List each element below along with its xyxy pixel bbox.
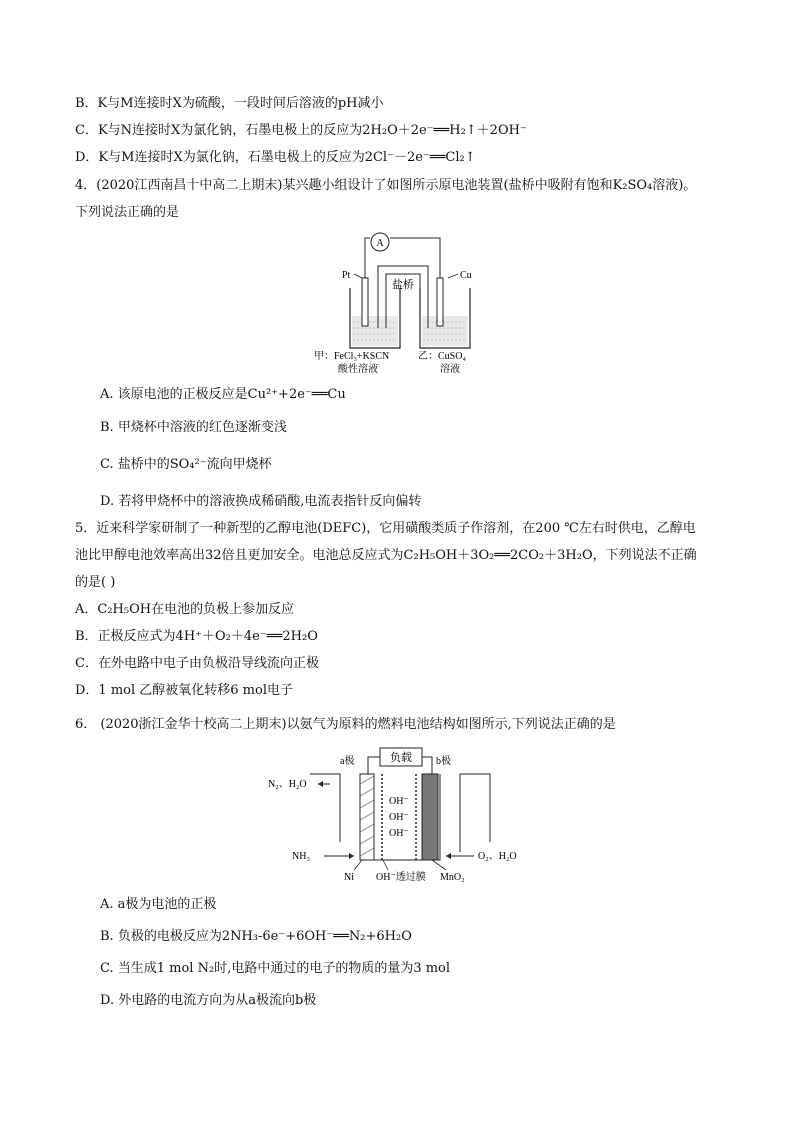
salt-bridge-label: 盐桥 <box>392 279 414 291</box>
solution-jia-label: 甲：FeCl₃+KSCN <box>314 351 390 362</box>
q3-option-b: B．K与M连接时X为硫酸，一段时间后溶液的pH减小 <box>75 96 384 111</box>
oh-ion-label-2: OH⁻ <box>389 812 409 823</box>
nh3-label: NH₃ <box>292 851 310 862</box>
q3-option-d: D．K与M连接时X为氯化钠，石墨电极上的反应为2Cl⁻－2e⁻══Cl₂↑ <box>75 150 476 165</box>
pt-label: Pt <box>342 270 351 281</box>
mno2-label: MnO₂ <box>440 872 465 883</box>
outlet-gas-label: N₂、H₂O <box>268 779 307 790</box>
q4-stem-line1: 4．(2020江西南昌十中高二上期末)某兴趣小组设计了如图所示原电池装置(盐桥中吸附有饱和K₂SO₄溶液)。 <box>75 178 697 193</box>
oh-ion-label-3: OH⁻ <box>389 828 409 839</box>
q3-option-c: C．K与N连接时X为氯化钠，石墨电极上的反应为2H₂O＋2e⁻══H₂↑＋2OH⁻ <box>75 123 527 138</box>
q4-option-c: C. 盐桥中的SO₄²⁻流向甲烧杯 <box>100 457 272 472</box>
q5-option-c: C．在外电路中电子由负极沿导线流向正极 <box>75 656 319 671</box>
q6-stem: 6． (2020浙江金华十校高二上期末)以氨气为原料的燃料电池结构如图所示,下列说法正确的是 <box>75 717 616 732</box>
q4-option-a: A. 该原电池的正极反应是Cu²⁺+2e⁻══Cu <box>100 387 346 402</box>
ammonia-fuel-cell-figure <box>250 742 540 887</box>
membrane-label: OH⁻透过膜 <box>376 872 426 883</box>
o2-h2o-label: O₂、H₂O <box>478 851 517 862</box>
solution-jia-label-2: 酸性溶液 <box>338 364 378 375</box>
galvanic-cell-figure <box>300 228 500 378</box>
a-pole-label: a极 <box>340 756 355 767</box>
q6-option-b: B. 负极的电极反应为2NH₃-6e⁻+6OH⁻══N₂+6H₂O <box>100 929 412 944</box>
cu-label: Cu <box>460 270 472 281</box>
q5-option-b: B．正极反应式为4H⁺＋O₂＋4e⁻══2H₂O <box>75 629 318 644</box>
q5-stem-line1: 5．近来科学家研制了一种新型的乙醇电池(DEFC)，它用磺酸类质子作溶剂，在200 ℃左右时供电，乙醇电 <box>75 521 696 536</box>
q5-stem-line3: 的是( ) <box>75 575 116 590</box>
q6-option-d: D. 外电路的电流方向为从a极流向b极 <box>100 993 317 1008</box>
oh-ion-label-1: OH⁻ <box>389 796 409 807</box>
b-pole-label: b极 <box>436 756 451 767</box>
q5-option-d: D．1 mol 乙醇被氧化转移6 mol电子 <box>75 683 293 698</box>
ni-label: Ni <box>344 872 354 883</box>
q6-option-c: C. 当生成1 mol N₂时,电路中通过的电子的物质的量为3 mol <box>100 961 451 976</box>
q5-option-a: A．C₂H₅OH在电池的负极上参加反应 <box>75 602 295 617</box>
solution-yi-label: 乙：CuSO₄ <box>418 351 466 362</box>
solution-yi-label-2: 溶液 <box>440 364 460 375</box>
q4-stem-line2: 下列说法正确的是 <box>75 205 180 220</box>
q5-stem-line2: 池比甲醇电池效率高出32倍且更加安全。电池总反应式为C₂H₅OH＋3O₂══2CO₂＋3H₂O，下列说法不正确 <box>75 548 697 563</box>
q6-option-a: A. a极为电池的正极 <box>100 897 217 912</box>
q4-option-d: D. 若将甲烧杯中的溶液换成稀硝酸,电流表指针反向偏转 <box>100 494 422 509</box>
load-label: 负载 <box>390 752 412 764</box>
q4-option-b: B. 甲烧杯中溶液的红色逐渐变浅 <box>100 420 287 435</box>
ammeter-label: A <box>376 238 384 249</box>
